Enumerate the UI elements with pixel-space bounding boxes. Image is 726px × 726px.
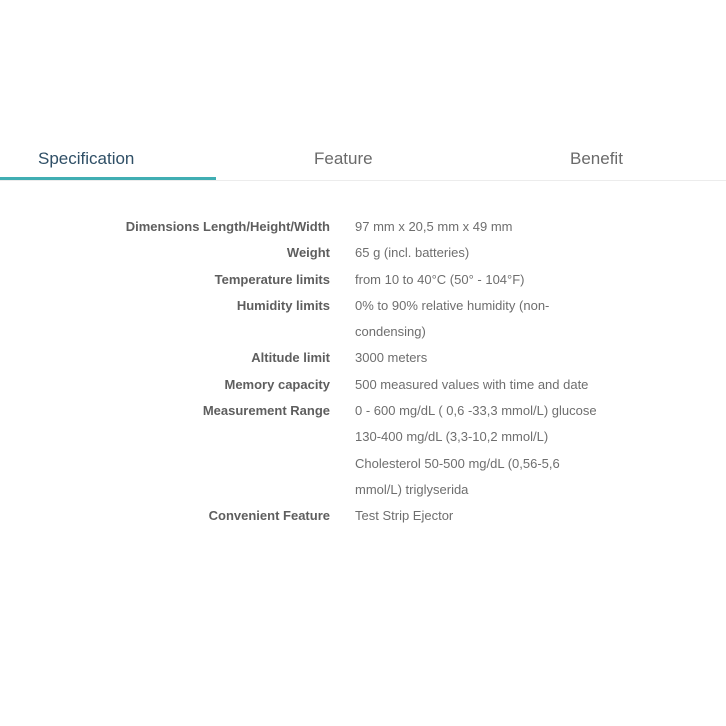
spec-row-humidity <box>0 293 726 346</box>
tab-feature-label: Feature <box>314 149 373 168</box>
active-tab-indicator <box>0 177 216 180</box>
spec-label: Temperature limits <box>214 271 330 287</box>
spec-row-dimensions <box>0 214 726 240</box>
spec-value: 3000 meters <box>355 350 428 366</box>
spec-value: 65 g (incl. batteries) <box>355 245 470 261</box>
spec-row-temperature <box>0 267 726 293</box>
tab-specification[interactable] <box>38 137 134 180</box>
spec-label: Convenient Feature <box>208 508 330 524</box>
spec-value: Test Strip Ejector <box>355 508 454 524</box>
spec-value: 0% to 90% relative humidity (non-condensing) <box>355 297 550 340</box>
spec-row-memory <box>0 372 726 398</box>
spec-value: 0 - 600 mg/dL ( 0,6 -33,3 mmol/L) glucose 130-400 mg/dL (3,3-10,2 mmol/L) Cholesterol 50-500 mg/dL (0,56-5,6 mmol/L) triglyserida <box>355 403 597 497</box>
tab-specification-label: Specification <box>38 149 135 168</box>
spec-label: Weight <box>286 245 330 261</box>
spec-label: Humidity limits <box>236 297 330 313</box>
spec-label: Dimensions Length/Height/Width <box>125 219 330 234</box>
spec-row-altitude <box>0 345 726 371</box>
spec-value: 500 measured values with time and date <box>355 376 589 392</box>
spec-row-weight <box>0 240 726 266</box>
tab-feature[interactable] <box>314 137 373 180</box>
specification-table <box>0 214 726 530</box>
tab-benefit[interactable] <box>570 137 623 180</box>
spec-label: Measurement Range <box>202 403 330 419</box>
spec-label: Memory capacity <box>224 376 330 392</box>
spec-row-convenient-feature <box>0 503 726 529</box>
spec-value: from 10 to 40°C (50° - 104°F) <box>355 271 525 287</box>
tab-bar <box>0 137 726 181</box>
spec-label: Altitude limit <box>251 350 330 366</box>
spec-row-measurement-range <box>0 398 726 503</box>
spec-value: 97 mm x 20,5 mm x 49 mm <box>355 219 513 234</box>
tab-benefit-label: Benefit <box>570 149 623 168</box>
